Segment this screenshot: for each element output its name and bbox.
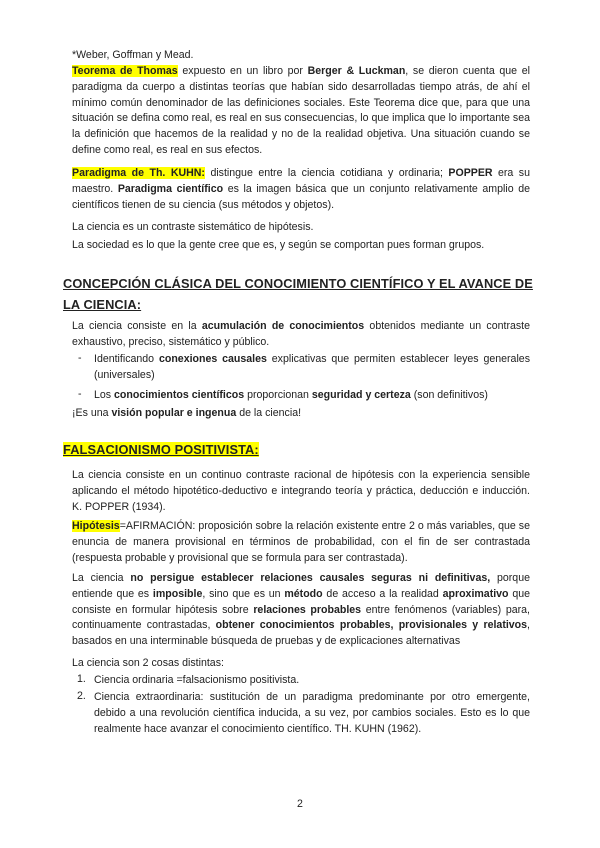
thomas-title: Teorema de Thomas [72, 65, 178, 77]
bullet-item: Los conocimientos científicos proporcionan seguridad y certeza (son definitivos) [94, 389, 488, 401]
clasica-paragraph: La ciencia consiste en la acumulación de conocimientos obtenidos mediante un contraste exhaustivo, preciso, sistemático y público. [72, 320, 531, 348]
authors-line: *Weber, Goffman y Mead. [72, 49, 194, 61]
hipotesis-title: Hipótesis [72, 520, 120, 532]
section-heading-clasica: CONCEPCIÓN CLÁSICA DEL CONOCIMIENTO CIENTÍFICO Y EL AVANCE DE LA CIENCIA: [63, 276, 533, 312]
thomas-paragraph: Teorema de Thomas expuesto en un libro por Berger & Luckman, se dieron cuenta que el paradigma da cuerpo a distintas teorías que habían sido desarrolladas tiempo atrás, de ahí el mínimo común denominador de las definiciones sociales. Este Teorema dice que, para que una situación se defina como real, es real en sus consecuencias, lo que implica que lo importante sea la definición que hacemos de la realidad y no de la realidad objetiva. Una situación cuando se define como real, es real en sus efectos. [72, 65, 530, 156]
bullet-item: Identificando conexiones causales explicativas que permiten establecer leyes generales (universales) [94, 353, 530, 381]
list-item-ordinaria: Ciencia ordinaria =falsacionismo positivista. [94, 674, 300, 686]
list-number: 2. [77, 690, 86, 702]
page-number: 2 [297, 798, 303, 810]
clasica-closing: ¡Es una visión popular e ingenua de la ciencia! [72, 407, 302, 419]
ciencia-line: La ciencia es un contraste sistemático de hipótesis. [72, 221, 314, 233]
bullet-marker: - [78, 352, 82, 364]
list-number: 1. [77, 673, 86, 685]
list-item-extraordinaria: Ciencia extraordinaria: sustitución de un paradigma predominante por otro emergente, debido a una revolución científica inducida, a su vez, por cambios sociales. Esto es lo que realmente hace avanzar el conocimiento científico. TH. KUHN (1962). [94, 691, 530, 735]
hipotesis-paragraph: Hipótesis=AFIRMACIÓN: proposición sobre la relación existente entre 2 o más variables, que se enuncia de manera provisional en términos de probabilidad, con el fin de ser contrastada (respuesta probable y provisional que se formula para ser contrastada). [72, 520, 530, 564]
bullet-marker: - [78, 388, 82, 400]
ciencia-paragraph: La ciencia no persigue establecer relaciones causales seguras ni definitivas, porque entiende que es imposible, sino que es un método de acceso a la realidad aproximativo que consiste en formular hipótesis sobre relaciones probables entre fenómenos (variables) para, continuamente contrastadas, obtener conocimientos probables, provisionales y relativos, basados en una interminable búsqueda de pruebas y de explicaciones alternativas [72, 572, 531, 648]
sociedad-line: La sociedad es lo que la gente cree que es, y según se comportan pues forman grupos. [72, 239, 485, 251]
falsacionismo-paragraph: La ciencia consiste en un continuo contraste racional de hipótesis con la experiencia sensible aplicando el método hipotético-deductivo e integrando teoría y práctica, deducción e inducción. K. POPPER (1934). [72, 469, 530, 513]
kuhn-paragraph: Paradigma de Th. KUHN: distingue entre la ciencia cotidiana y ordinaria; POPPER era su maestro. Paradigma científico es la imagen básica que un conjunto relativamente amplio de científicos tienen de su ciencia (sus métodos y objetos). [72, 167, 530, 211]
section-heading-falsacionismo: FALSACIONISMO POSITIVISTA: [63, 442, 259, 457]
dos-cosas-line: La ciencia son 2 cosas distintas: [72, 657, 224, 669]
kuhn-title: Paradigma de Th. KUHN: [72, 167, 205, 179]
